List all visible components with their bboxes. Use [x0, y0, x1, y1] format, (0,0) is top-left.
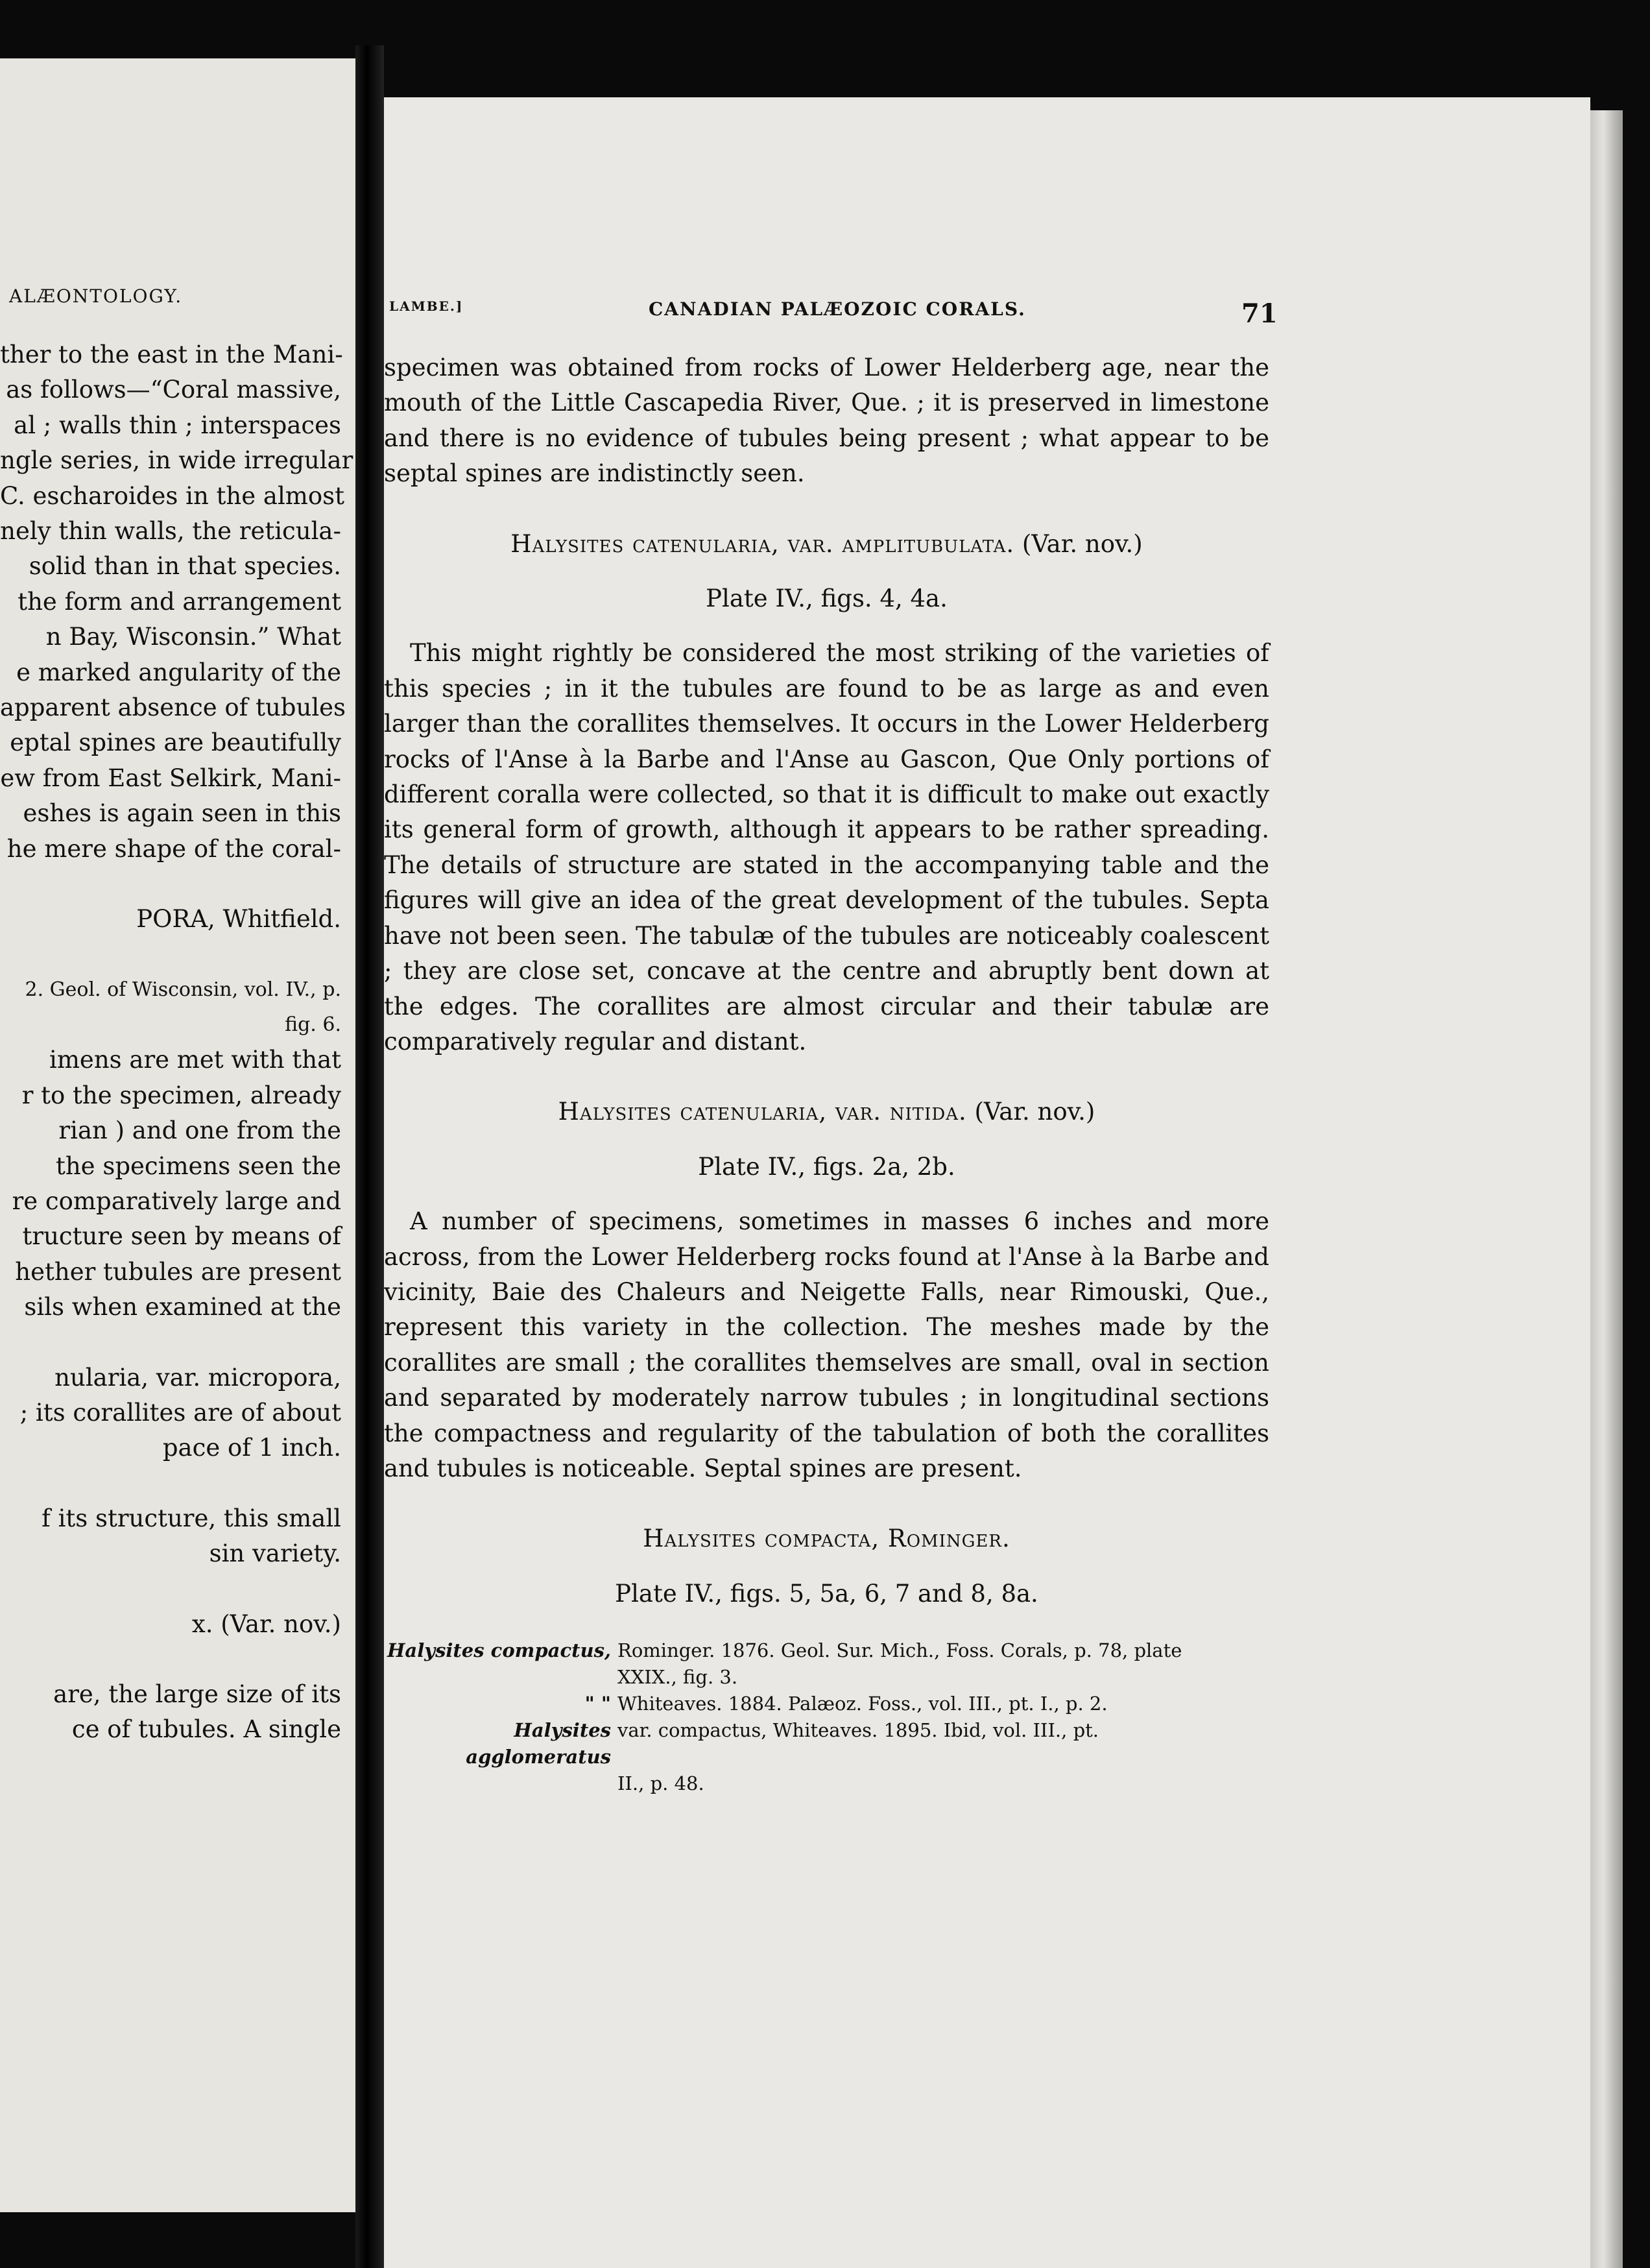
- taxon-name: Halysites catenularia, var. amplitubulata.: [510, 529, 1015, 558]
- page-number: 71: [1241, 298, 1278, 329]
- synonym-name: Halysites agglomeratus: [466, 1719, 611, 1768]
- left-page-line: n Bay, Wisconsin.” What: [45, 623, 341, 651]
- left-page-line: re comparatively large and: [12, 1187, 341, 1215]
- plate-reference: Plate IV., figs. 5, 5a, 6, 7 and 8, 8a.: [615, 1579, 1038, 1608]
- plate-reference: Plate IV., figs. 2a, 2b.: [698, 1152, 955, 1181]
- synonym-citation: Rominger. 1876. Geol. Sur. Mich., Foss. Corals, p. 78, plate: [617, 1639, 1182, 1662]
- left-page-line: as follows—“Coral massive,: [6, 376, 341, 404]
- left-page-line: al ; walls thin ; interspaces: [14, 411, 341, 439]
- left-page-line: e marked angularity of the: [16, 658, 341, 686]
- taxon-name: Halysites compacta, Rominger.: [643, 1525, 1010, 1553]
- variety-tag: (Var. nov.): [974, 1098, 1095, 1126]
- left-page-line: f its structure, this small: [42, 1504, 341, 1532]
- left-page-line: eptal spines are beautifully: [10, 729, 341, 757]
- left-page-line: r to the specimen, already: [21, 1081, 341, 1109]
- left-page-line: hether tubules are present: [15, 1257, 341, 1286]
- left-page-line: ngle series, in wide irregular: [0, 446, 353, 475]
- left-page-line: are, the large size of its: [53, 1680, 341, 1708]
- section-heading: [384, 1521, 1269, 1556]
- left-page-line: 2. Geol. of Wisconsin, vol. IV., p.: [25, 978, 341, 1001]
- left-page-line: ther to the east in the Mani-: [0, 341, 343, 368]
- left-page-line: ew from East Selkirk, Mani-: [0, 764, 341, 792]
- book-gutter: [355, 45, 384, 2268]
- main-text: [384, 350, 1269, 1797]
- left-page-line: he mere shape of the coral-: [6, 834, 341, 863]
- synonym-citation-cont: II., p. 48.: [617, 1772, 704, 1795]
- intro-paragraph: specimen was obtained from rocks of Lower Helderberg age, near the mouth of the Little Cascapedia River, Que. ; it is preserved in limestone and there is no evidence of tubules being present ; what appear to be septal spines are indistinctly seen.: [384, 354, 1269, 488]
- left-page-line: eshes is again seen in this: [23, 799, 341, 828]
- ditto-mark: " ": [584, 1693, 611, 1715]
- description-paragraph: This might rightly be considered the most striking of the varieties of this species ; in it the tubules are found to be as large as and even larger than the corallites themselves. It occurs in the Lower Helderberg rocks of l'Anse à la Barbe and l'Anse au Gascon, Que Only portions of different coralla were collected, so that it is difficult to make out exactly its general form of growth, although it appears to be rather spreading. The details of structure are stated in the accompanying table and the figures will give an idea of the great development of the tubules. Septa have not been seen. The tabulæ of the tubules are noticeably coalescent ; they are close set, concave at the centre and abruptly bent down at the edges. The corallites are almost circular and their tabulæ are comparatively regular and distant.: [384, 639, 1269, 1056]
- left-page-line: sils when examined at the: [24, 1293, 341, 1321]
- page-edge: [1590, 110, 1623, 2268]
- synonymy: [384, 1637, 1269, 1797]
- section-heading: [384, 527, 1269, 562]
- plate-reference: Plate IV., figs. 4, 4a.: [706, 585, 948, 613]
- left-page-line: [0, 1466, 341, 1501]
- left-page-line: sin variety.: [209, 1539, 341, 1568]
- section-heading: [384, 1094, 1269, 1129]
- left-page-line: nularia, var. micropora,: [54, 1363, 341, 1392]
- left-page-line: [0, 937, 341, 972]
- left-page-line: x. (Var. nov.): [191, 1610, 341, 1638]
- running-head-title: CANADIAN PALÆOZOIC CORALS.: [649, 298, 1026, 320]
- left-page-line: [0, 1642, 341, 1677]
- synonym-citation: var. compactus, Whiteaves. 1895. Ibid, vol. III., pt.: [617, 1719, 1099, 1742]
- left-page-line: imens are met with that: [49, 1046, 341, 1074]
- left-page-text: [0, 337, 353, 1748]
- synonym-name: Halysites compactus,: [387, 1639, 611, 1662]
- left-page-line: solid than in that species.: [29, 552, 341, 581]
- left-page-line: the form and arrangement: [18, 587, 341, 616]
- left-page-line: [0, 867, 341, 902]
- left-page-line: rian ) and one from the: [58, 1116, 341, 1145]
- left-page-line: the specimens seen the: [55, 1152, 341, 1180]
- left-page-line: nely thin walls, the reticula-: [0, 517, 341, 546]
- variety-tag: (Var. nov.): [1022, 529, 1143, 558]
- synonym-citation: Whiteaves. 1884. Palæoz. Foss., vol. III., pt. I., p. 2.: [617, 1693, 1108, 1715]
- taxon-name: Halysites catenularia, var. nitida.: [558, 1098, 967, 1126]
- left-page-line: tructure seen by means of: [22, 1222, 341, 1251]
- left-page-line: pace of 1 inch.: [162, 1434, 341, 1462]
- left-page-line: PORA, Whitfield.: [136, 905, 341, 934]
- synonym-citation-cont: XXIX., fig. 3.: [617, 1666, 738, 1689]
- left-page-line: C. escharoides in the almost: [0, 481, 345, 510]
- left-page-line: [0, 1572, 341, 1607]
- left-page-line: fig. 6.: [285, 1013, 341, 1036]
- left-page-line: [0, 1325, 341, 1360]
- running-head-author: LAMBE.]: [389, 298, 464, 314]
- description-paragraph: A number of specimens, sometimes in masses 6 inches and more across, from the Lower Helderberg rocks found at l'Anse à la Barbe and vicinity, Baie des Chaleurs and Neigette Falls, near Rimouski, Que., represent this variety in the collection. The meshes made by the corallites are small ; the corallites themselves are small, oval in section and separated by moderately narrow tubules ; in longitudinal sections the compactness and regularity of the tabulation of both the corallites and tubules is noticeable. Septal spines are present.: [384, 1207, 1269, 1482]
- left-page-line: ce of tubules. A single: [71, 1715, 341, 1744]
- left-running-head: ALÆONTOLOGY.: [9, 285, 183, 307]
- left-page-line: ; its corallites are of about: [19, 1398, 341, 1427]
- left-page-line: apparent absence of tubules: [0, 694, 346, 722]
